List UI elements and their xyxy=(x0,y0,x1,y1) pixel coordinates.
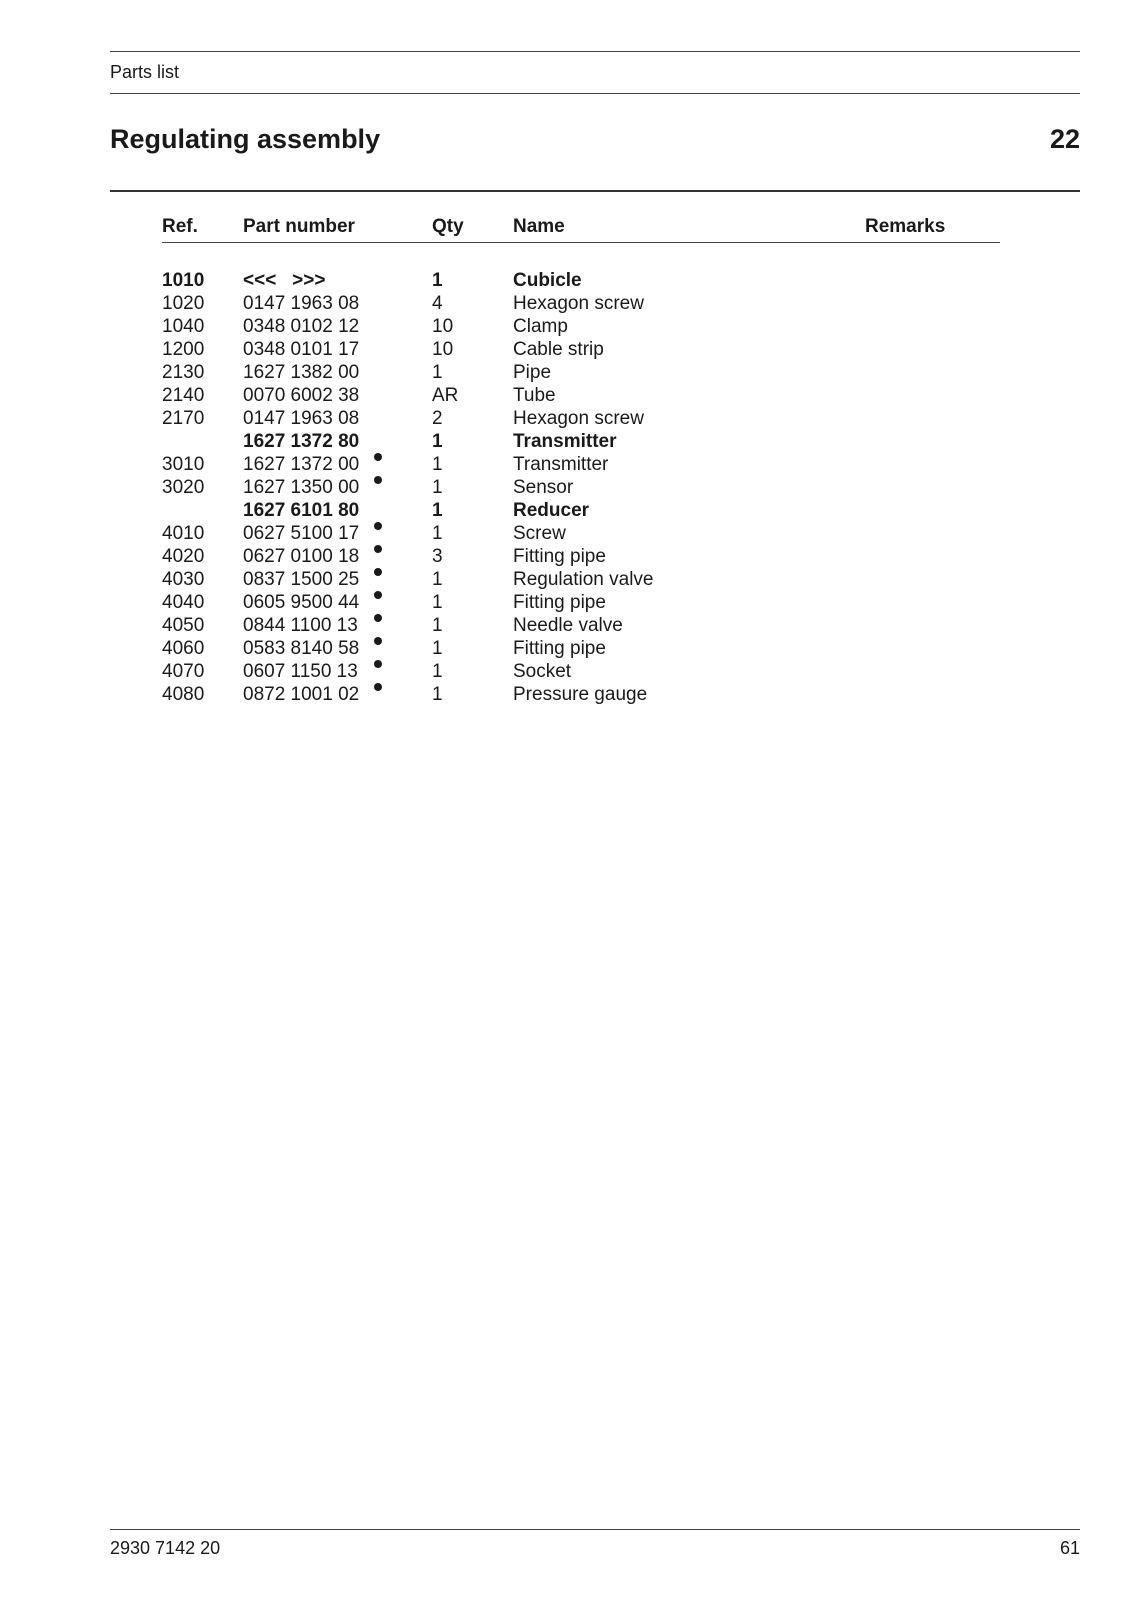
table-row xyxy=(162,499,1000,522)
table-row xyxy=(162,384,1000,407)
name-cell: Cable strip xyxy=(513,339,604,360)
name-cell: Reducer xyxy=(513,500,590,521)
table-row xyxy=(162,361,1000,384)
ref-cell: 1010 xyxy=(162,270,205,291)
name-cell: Socket xyxy=(513,661,572,682)
qty-cell: 1 xyxy=(432,661,443,682)
ref-cell: 2140 xyxy=(162,385,205,406)
qty-cell: AR xyxy=(432,385,459,406)
table-row xyxy=(162,683,1000,706)
ref-cell: 4060 xyxy=(162,638,205,659)
part-number-cell: 1627 1372 80 xyxy=(243,431,360,452)
footer-rule xyxy=(110,1529,1080,1530)
qty-cell: 1 xyxy=(432,270,443,291)
bullet-icon xyxy=(374,476,382,484)
name-cell: Sensor xyxy=(513,477,574,498)
name-cell: Fitting pipe xyxy=(513,546,606,567)
ref-cell: 3020 xyxy=(162,477,205,498)
part-number-cell: <<< >>> xyxy=(243,270,326,291)
ref-cell: 1200 xyxy=(162,339,205,360)
header-label: Parts list xyxy=(110,62,180,82)
part-number-cell: 0872 1001 02 xyxy=(243,684,360,705)
part-number-cell: 1627 1382 00 xyxy=(243,362,360,383)
part-number-cell: 0607 1150 13 xyxy=(243,661,358,682)
column-header-part-number: Part number xyxy=(243,216,355,237)
part-number-cell: 0147 1963 08 xyxy=(243,293,360,314)
ref-cell: 4010 xyxy=(162,523,205,544)
qty-cell: 3 xyxy=(432,546,443,567)
bullet-icon xyxy=(374,568,382,576)
table-row xyxy=(162,591,1000,614)
part-number-cell: 0348 0102 12 xyxy=(243,316,360,337)
table-row xyxy=(162,407,1000,430)
ref-cell: 4020 xyxy=(162,546,205,567)
document-number: 2930 7142 20 xyxy=(110,1538,221,1558)
column-header-ref: Ref. xyxy=(162,216,198,237)
name-cell: Hexagon screw xyxy=(513,408,644,429)
table-row xyxy=(162,453,1000,476)
ref-cell: 4050 xyxy=(162,615,205,636)
name-cell: Transmitter xyxy=(513,431,617,452)
name-cell: Clamp xyxy=(513,316,568,337)
table-body xyxy=(162,269,1000,706)
name-cell: Fitting pipe xyxy=(513,638,606,659)
part-number-cell: 1627 6101 80 xyxy=(243,500,360,521)
page-number: 61 xyxy=(1059,1538,1080,1558)
qty-cell: 4 xyxy=(432,293,443,314)
header-bottom-rule xyxy=(110,93,1080,94)
bullet-icon xyxy=(374,637,382,645)
part-number-cell: 0837 1500 25 xyxy=(243,569,360,590)
table-row xyxy=(162,522,1000,545)
qty-cell: 2 xyxy=(432,408,443,429)
part-number-cell: 0583 8140 58 xyxy=(243,638,360,659)
parts-table xyxy=(162,216,1000,706)
ref-cell: 3010 xyxy=(162,454,205,475)
ref-cell: 4030 xyxy=(162,569,205,590)
bullet-icon xyxy=(374,545,382,553)
ref-cell: 1040 xyxy=(162,316,205,337)
qty-cell: 1 xyxy=(432,477,443,498)
name-cell: Fitting pipe xyxy=(513,592,606,613)
part-number-cell: 0147 1963 08 xyxy=(243,408,360,429)
part-number-cell: 0627 0100 18 xyxy=(243,546,360,567)
table-row xyxy=(162,338,1000,361)
name-cell: Regulation valve xyxy=(513,569,654,590)
part-number-cell: 0844 1100 13 xyxy=(243,615,358,636)
bullet-icon xyxy=(374,660,382,668)
part-number-cell: 1627 1350 00 xyxy=(243,477,360,498)
part-number-cell: 0348 0101 17 xyxy=(243,339,360,360)
section-rule xyxy=(110,190,1080,192)
qty-cell: 10 xyxy=(432,316,454,337)
qty-cell: 1 xyxy=(432,569,443,590)
table-row xyxy=(162,614,1000,637)
section-number: 22 xyxy=(1049,124,1080,154)
name-cell: Tube xyxy=(513,385,556,406)
table-row xyxy=(162,269,1000,292)
table-row xyxy=(162,545,1000,568)
name-cell: Hexagon screw xyxy=(513,293,644,314)
table-row xyxy=(162,292,1000,315)
qty-cell: 1 xyxy=(432,454,443,475)
ref-cell: 2130 xyxy=(162,362,205,383)
bullet-icon xyxy=(374,683,382,691)
column-header-name: Name xyxy=(513,216,565,237)
bullet-icon xyxy=(374,614,382,622)
qty-cell: 1 xyxy=(432,638,443,659)
table-row xyxy=(162,315,1000,338)
bullet-icon xyxy=(374,453,382,461)
qty-cell: 1 xyxy=(432,523,443,544)
name-cell: Cubicle xyxy=(513,270,582,291)
table-row xyxy=(162,476,1000,499)
part-number-cell: 0605 9500 44 xyxy=(243,592,360,613)
qty-cell: 1 xyxy=(432,615,443,636)
qty-cell: 1 xyxy=(432,500,443,521)
table-row xyxy=(162,568,1000,591)
qty-cell: 10 xyxy=(432,339,454,360)
name-cell: Transmitter xyxy=(513,454,609,475)
qty-cell: 1 xyxy=(432,362,443,383)
name-cell: Screw xyxy=(513,523,566,544)
qty-cell: 1 xyxy=(432,431,443,452)
table-row xyxy=(162,660,1000,683)
part-number-cell: 0627 5100 17 xyxy=(243,523,360,544)
ref-cell: 4040 xyxy=(162,592,205,613)
table-row xyxy=(162,430,1000,453)
qty-cell: 1 xyxy=(432,684,443,705)
section-title: Regulating assembly xyxy=(110,124,381,154)
header-top-rule xyxy=(110,51,1080,52)
bullet-icon xyxy=(374,591,382,599)
ref-cell: 4070 xyxy=(162,661,205,682)
table-header xyxy=(162,216,1000,243)
name-cell: Pipe xyxy=(513,362,552,383)
name-cell: Pressure gauge xyxy=(513,684,648,705)
ref-cell: 4080 xyxy=(162,684,205,705)
ref-cell: 1020 xyxy=(162,293,205,314)
bullet-icon xyxy=(374,522,382,530)
qty-cell: 1 xyxy=(432,592,443,613)
column-header-qty: Qty xyxy=(432,216,464,237)
part-number-cell: 1627 1372 00 xyxy=(243,454,360,475)
ref-cell: 2170 xyxy=(162,408,205,429)
part-number-cell: 0070 6002 38 xyxy=(243,385,360,406)
column-header-remarks: Remarks xyxy=(865,216,946,237)
table-row xyxy=(162,637,1000,660)
name-cell: Needle valve xyxy=(513,615,623,636)
